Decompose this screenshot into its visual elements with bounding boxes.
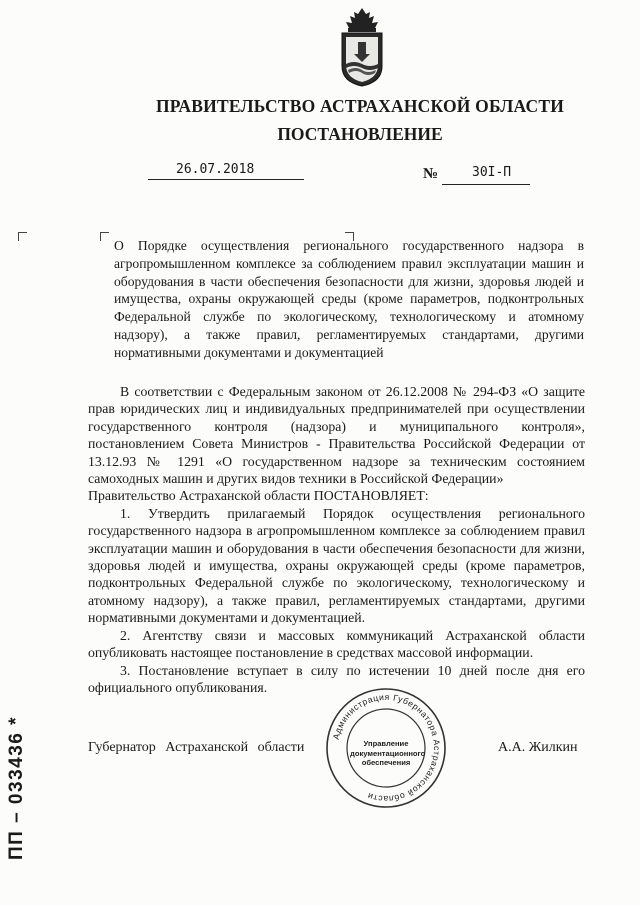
document-subject: О Порядке осуществления регионального государственного надзора в агропромышленном комплексе за соблюдением правил эксплуатации машин и оборудования в части обеспечения безопасности для жизни, здоровья людей и имущества, охраны окружающей среды (кроме параметров, подконтрольных Федеральной службе по экологическому, технологическому и атомному надзору), а также правил, регламентируемых стандартами, другими нормативными документами и документацией — [114, 238, 584, 360]
preamble-paragraph: В соответствии с Федеральным законом от 26.12.2008 № 294-ФЗ «О защите прав юридических лиц и индивидуальных предпринимателей при осуществлении государственного контроля (надзора) и муниципального контроля», постановлением Совета Министров - Правительства Российской Федерации от 13.12.93 № 1291 «О государственном надзоре за техническим состоянием самоходных машин и других видов техники в Российской Федерации» — [88, 384, 585, 487]
document-date: 26.07.2018 — [176, 162, 255, 177]
date-underline — [148, 178, 304, 180]
government-title: ПРАВИТЕЛЬСТВО АСТРАХАНСКОЙ ОБЛАСТИ — [155, 96, 565, 116]
document-type: ПОСТАНОВЛЕНИЕ — [277, 124, 443, 144]
stamp-center-line-2: документационного — [350, 748, 426, 758]
number-label: № — [423, 166, 439, 182]
title-corner-mark-left — [100, 232, 109, 241]
enactment-paragraph: Правительство Астраханской области ПОСТАНОВЛЯЕТ: — [88, 488, 429, 504]
signatory-position: Губернатор Астраханской области — [88, 740, 305, 755]
stamp-center-line-1: Управление — [363, 739, 409, 748]
item-3-paragraph: 3. Постановление вступает в силу по истечении 10 дней после дня его официального опубликования. — [88, 662, 585, 695]
stamp-center-text — [350, 739, 426, 768]
document-body — [88, 383, 585, 696]
stamp-ring-text: Администрация Губернатора Астраханской области — [330, 691, 443, 805]
margin-corner-mark — [18, 232, 27, 241]
coat-of-arms-icon — [336, 6, 388, 88]
number-underline — [442, 183, 530, 185]
blank-serial-number: ПП – 033436 * — [6, 715, 27, 860]
signatory-name: А.А. Жилкин — [498, 740, 578, 755]
item-2-paragraph: 2. Агентству связи и массовых коммуникаций Астраханской области опубликовать настоящее постановление в средствах массовой информации. — [88, 627, 585, 661]
stamp-center-line-3: обеспечения — [361, 758, 411, 768]
document-number: 30I-П — [472, 165, 512, 180]
item-1-paragraph: 1. Утвердить прилагаемый Порядок осуществления регионального государственного надзора в агропромышленном комплексе за соблюдением правил эксплуатации машин и оборудования в части обеспечения безопасности для жизни, здоровья людей и имущества, охраны окружающей среды (кроме параметров, подконтрольных Федеральной службе по экологическому, технологическому и атомному надзору), а также правил, регламентируемых стандартами, другими нормативными документами и документацией. — [88, 505, 585, 626]
